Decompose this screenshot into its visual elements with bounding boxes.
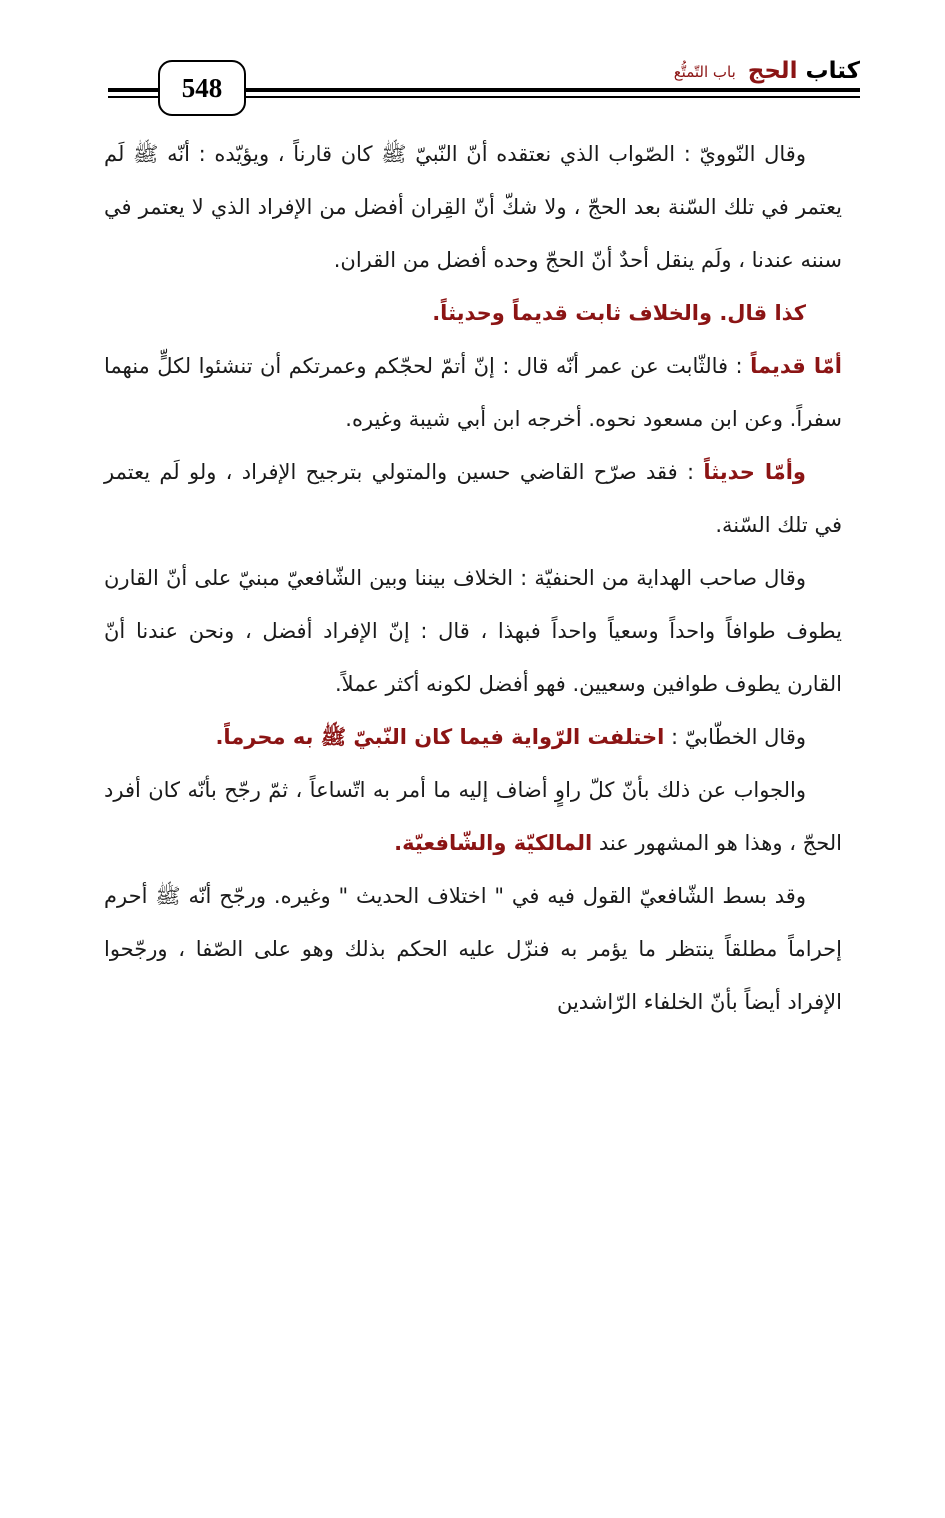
book-title-accent: الحج — [747, 58, 798, 84]
text-segment: : فالثّابت عن عمر أنّه قال : إنّ أتمّ لحجّكم وعمرتكم أن تنشئوا لكلٍّ منهما سفراً. وعن ابن مسعود نحوه. أخرجه ابن أبي شيبة وغيره. — [104, 354, 842, 431]
paragraph-p1 — [104, 128, 842, 287]
header-titles — [674, 48, 860, 84]
highlighted-text: كذا قال. والخلاف ثابت قديماً وحديثاً. — [432, 301, 806, 325]
page-header — [108, 48, 860, 118]
paragraph-p2 — [104, 287, 842, 340]
paragraph-p5 — [104, 552, 842, 711]
paragraph-p4 — [104, 446, 842, 552]
text-segment: وقال صاحب الهداية من الحنفيّة : الخلاف بيننا وبين الشّافعيّ مبنيّ على أنّ القارن يطوف طوافاً واحداً وسعياً واحداً فبهذا ، قال : إنّ الإفراد أفضل ، ونحن عندنا أنّ القارن يطوف طوافين وسعيين. فهو أفضل لكونه أكثر عملاً. — [104, 566, 842, 696]
highlighted-text: اختلفت الرّواية فيما كان النّبيّ ﷺ به محرماً. — [215, 725, 665, 749]
text-segment: وقال النّوويّ : الصّواب الذي نعتقده أنّ النّبيّ ﷺ كان قارناً ، ويؤيّده : أنّه ﷺ لَم يعتمر في تلك السّنة بعد الحجّ ، ولا شكّ أنّ القِران أفضل من الإفراد الذي لا يعتمر في سننه عندنا ، ولَم ينقل أحدٌ أنّ الحجّ وحده أفضل من القران. — [104, 142, 842, 272]
paragraph-p3 — [104, 340, 842, 446]
paragraph-p6 — [104, 711, 842, 764]
text-segment: والجواب عن ذلك بأنّ كلّ راوٍ أضاف إليه ما أمر به اتّساعاً ، ثمّ رجّح بأنّه كان أفرد الحجّ ، وهذا هو المشهور عند — [104, 778, 842, 855]
highlighted-text: أمّا قديماً — [750, 354, 842, 378]
text-segment: : فقد صرّح القاضي حسين والمتولي بترجيح الإفراد ، ولو لَم يعتمر في تلك السّنة. — [104, 460, 842, 537]
paragraph-p7 — [104, 764, 842, 870]
book-title-word: كتاب — [805, 58, 860, 84]
paragraph-p8 — [104, 870, 842, 1029]
chapter-title: باب التّمتُّع — [673, 63, 736, 81]
highlighted-text: وأمّا حديثاً — [703, 460, 806, 484]
highlighted-text: المالكيّة والشّافعيّة. — [394, 831, 593, 855]
book-title — [748, 58, 860, 84]
body-text — [104, 128, 842, 1029]
text-segment: وقال الخطّابيّ : — [664, 725, 806, 749]
text-segment: وقد بسط الشّافعيّ القول فيه في " اختلاف الحديث " وغيره. ورجّح أنّه ﷺ أحرم إحراماً مطلقاً ينتظر ما يؤمر به فنزّل عليه الحكم بذلك وهو على الصّفا ، ورجّحوا الإفراد أيضاً بأنّ الخلفاء الرّاشدين — [104, 884, 842, 1014]
page-number: 548 — [158, 60, 246, 116]
